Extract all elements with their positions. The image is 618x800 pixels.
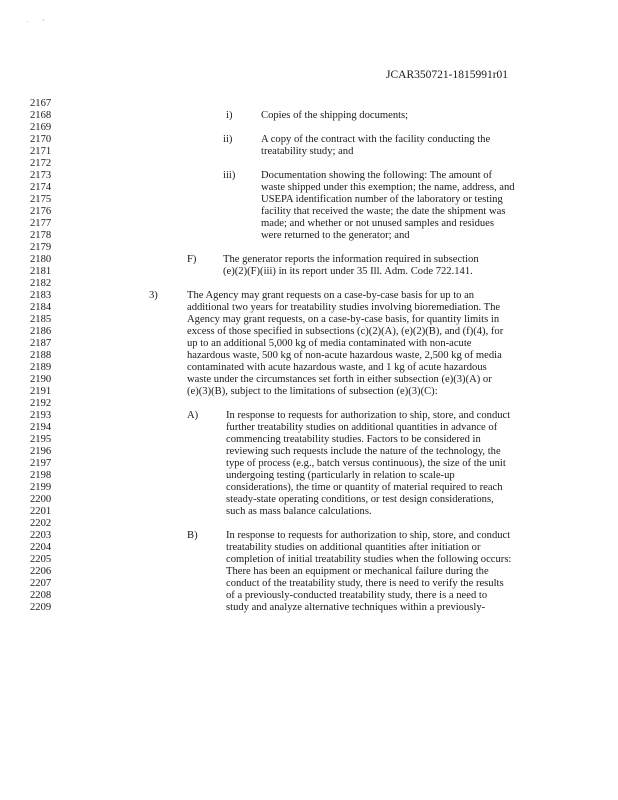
item-text: completion of initial treatability studies when the following occurs: [226,554,512,565]
line-number: 2176 [30,206,52,217]
line-number: 2185 [30,314,52,325]
item-text: USEPA identification number of the laboratory or testing [261,194,503,205]
text-line [0,254,618,266]
line-number: 2200 [30,494,52,505]
item-text: made; and whether or not unused samples and residues [261,218,495,229]
item-text: of a previously-conducted treatability study, there is a need to [226,590,488,601]
text-line [0,146,618,158]
line-number: 2194 [30,422,52,433]
item-label: F) [187,254,197,265]
item-text: commencing treatability studies. Factors to be considered in [226,434,481,445]
item-label: ii) [223,134,233,145]
text-line [0,590,618,602]
line-number: 2206 [30,566,52,577]
item-label: i) [226,110,233,121]
line-number: 2198 [30,470,52,481]
item-text: considerations), the time or quantity of material required to reach [226,482,503,493]
item-label: iii) [223,170,236,181]
text-line [0,482,618,494]
item-text: steady-state operating conditions, or test design considerations, [226,494,494,505]
line-number: 2182 [30,278,52,289]
line-number: 2173 [30,170,52,181]
scan-mark: · ‘ [26,18,51,26]
line-number: 2172 [30,158,52,169]
line-number: 2168 [30,110,52,121]
item-text: treatability study; and [261,146,354,157]
line-number: 2170 [30,134,52,145]
text-line [0,266,618,278]
line-number: 2169 [30,122,52,133]
item-text: reviewing such requests include the nature of the technology, the [226,446,501,457]
item-text: The generator reports the information required in subsection [223,254,479,265]
item-text: were returned to the generator; and [261,230,410,241]
text-line [0,386,618,398]
line-number: 2184 [30,302,52,313]
line-number: 2187 [30,338,52,349]
text-line [0,506,618,518]
item-text: undergoing testing (particularly in relation to scale-up [226,470,455,481]
text-line [0,182,618,194]
item-text: waste shipped under this exemption; the name, address, and [261,182,515,193]
line-number: 2186 [30,326,52,337]
item-text: such as mass balance calculations. [226,506,372,517]
text-line [0,362,618,374]
item-label: A) [187,410,199,421]
line-number: 2207 [30,578,52,589]
line-number: 2199 [30,482,52,493]
text-line [0,458,618,470]
line-number: 2189 [30,362,52,373]
line-number: 2188 [30,350,52,361]
line-number: 2179 [30,242,52,253]
line-number: 2209 [30,602,52,613]
item-text: In response to requests for authorization to ship, store, and conduct [226,410,511,421]
line-number: 2171 [30,146,52,157]
text-line [0,194,618,206]
line-number: 2183 [30,290,52,301]
line-number: 2178 [30,230,52,241]
item-text: type of process (e.g., batch versus continuous), the size of the unit [226,458,506,469]
text-line [0,578,618,590]
line-number: 2205 [30,554,52,565]
item-text: In response to requests for authorization to ship, store, and conduct [226,530,511,541]
item-text: Documentation showing the following: The amount of [261,170,493,181]
text-line [0,206,618,218]
line-number: 2192 [30,398,52,409]
line-number: 2190 [30,374,52,385]
text-line [0,314,618,326]
line-number: 2197 [30,458,52,469]
text-line [0,542,618,554]
line-number: 2193 [30,410,52,421]
line-number: 2181 [30,266,52,277]
item-label: B) [187,530,198,541]
text-line [0,230,618,242]
text-line [0,338,618,350]
text-line [0,326,618,338]
item-text: up to an additional 5,000 kg of media contaminated with non-acute [187,338,472,349]
text-line [0,566,618,578]
line-number: 2167 [30,98,52,109]
text-line [0,290,618,302]
item-text: Agency may grant requests, on a case-by-case basis, for quantity limits in [187,314,500,325]
line-number: 2203 [30,530,52,541]
text-line [0,530,618,542]
item-text: conduct of the treatability study, there is need to verify the results [226,578,504,589]
text-line [0,422,618,434]
item-text: facility that received the waste; the date the shipment was [261,206,506,217]
item-text: further treatability studies on additional quantities in advance of [226,422,498,433]
item-text: waste under the circumstances set forth in either subsection (e)(3)(A) or [187,374,492,385]
line-number: 2201 [30,506,52,517]
line-number: 2195 [30,434,52,445]
item-label: 3) [149,290,158,301]
line-number: 2180 [30,254,52,265]
item-text: study and analyze alternative techniques within a previously- [226,602,486,613]
item-text: (e)(3)(B), subject to the limitations of subsection (e)(3)(C): [187,386,438,397]
line-number: 2202 [30,518,52,529]
item-text: contaminated with acute hazardous waste, and 1 kg of acute hazardous [187,362,487,373]
text-line [0,494,618,506]
text-line [0,134,618,146]
line-number: 2174 [30,182,52,193]
item-text: treatability studies on additional quantities after initiation or [226,542,481,553]
text-line [0,446,618,458]
line-number: 2191 [30,386,52,397]
text-line [0,602,618,614]
item-text: hazardous waste, 500 kg of non-acute hazardous waste, 2,500 kg of media [187,350,502,361]
item-text: A copy of the contract with the facility conducting the [261,134,491,145]
text-line [0,374,618,386]
item-text: (e)(2)(F)(iii) in its report under 35 Ill. Adm. Code 722.141. [223,266,473,277]
text-line [0,434,618,446]
line-number: 2204 [30,542,52,553]
text-line [0,350,618,362]
text-line [0,410,618,422]
text-line [0,110,618,122]
item-text: There has been an equipment or mechanical failure during the [226,566,489,577]
document-id: JCAR350721-1815991r01 [386,69,509,81]
line-number: 2175 [30,194,52,205]
item-text: additional two years for treatability studies involving bioremediation. The [187,302,501,313]
text-line [0,218,618,230]
line-number: 2196 [30,446,52,457]
text-line [0,470,618,482]
item-text: excess of those specified in subsections (c)(2)(A), (e)(2)(B), and (f)(4), for [187,326,504,337]
text-line [0,554,618,566]
text-line [0,170,618,182]
item-text: The Agency may grant requests on a case-by-case basis for up to an [187,290,475,301]
line-number: 2177 [30,218,52,229]
item-text: Copies of the shipping documents; [261,110,409,121]
line-number: 2208 [30,590,52,601]
text-line [0,302,618,314]
